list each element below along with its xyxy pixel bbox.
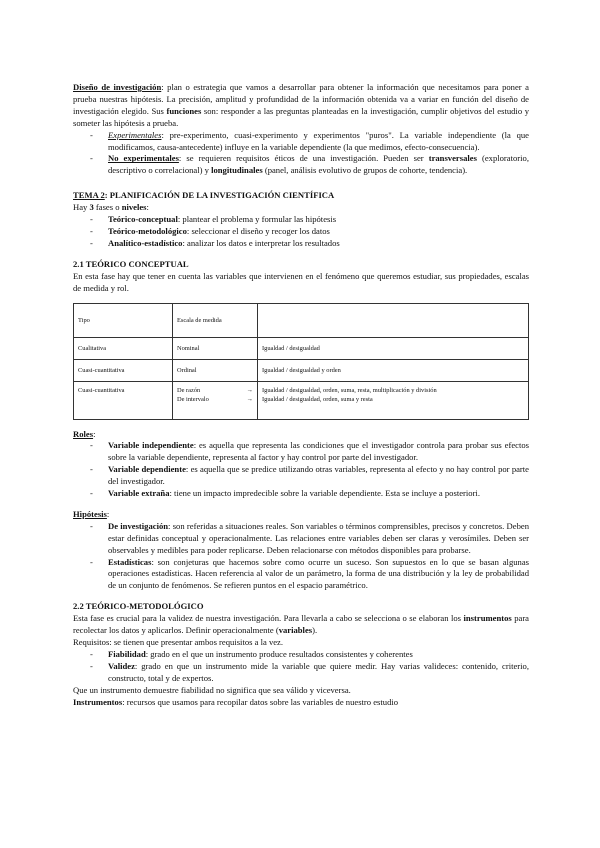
list-item: - Teórico-metodológico: seleccionar el diseño y recoger los datos — [108, 226, 529, 238]
table-header-row — [74, 303, 529, 337]
variables-table — [73, 303, 529, 420]
arrow-icon: → — [246, 386, 253, 394]
roles-list — [73, 440, 529, 500]
list-item: - Validez: grado en que un instrumento mide la variable que quiere medir. Hay varias valideces: contenido, criterio, constructo, total y de expertos. — [108, 661, 529, 685]
list-item: - Experimentales: pre-experimento, cuasi-experimento y experimentos "puros". La variable independiente (la que modificamos, causa-antecedente) influye en la variable dependiente (la que medimos, efecto-consecuencia). — [108, 130, 529, 154]
section-2-1-heading: 2.1 TEÓRICO CONCEPTUAL — [73, 258, 189, 269]
requisitos-text: Requisitos: se tienen que presentar ambos requisitos a la vez. — [73, 637, 284, 647]
intro-term: Diseño de investigación — [73, 82, 162, 92]
table-row: Cuasi-cuantitativa De razón → De intervalo → Igualdad / desigualdad, orden, suma, resta, multiplicación y división Igualdad / desigualdad, orden, suma y resta — [74, 381, 529, 419]
list-item: - Estadísticas: son conjeturas que hacemos sobre como ocurre un suceso. Son supuestos en lo que se basan algunas operaciones estadísticas. Hacen referencia al valor de un parámetro, la forma de una distribución y la ley de probabilidad de un conjunto de fenómenos. Se refieren puntos en el espacio paramétrico. — [108, 557, 529, 593]
table-header-cell: Tipo — [74, 303, 173, 337]
closing-text: Que un instrumento demuestre fiabilidad no significa que sea válido y viceversa. — [73, 684, 351, 695]
list-item: - Teórico-conceptual: plantear el problema y formular las hipótesis — [108, 214, 529, 226]
arrow-icon: → — [246, 395, 253, 403]
tema2-heading: TEMA 2: PLANIFICACIÓN DE LA INVESTIGACIÓN CIENTÍFICA — [73, 190, 335, 201]
list-item: - Analítico-estadístico: analizar los datos e interpretar los resultados — [108, 238, 529, 250]
phases-intro: Hay 3 fases o niveles: — [73, 202, 149, 213]
instrumentos-text: Instrumentos: recursos que usamos para recopilar datos sobre las variables de nuestro estudio — [73, 696, 399, 707]
design-types-list — [73, 130, 529, 178]
hipotesis-list — [73, 521, 529, 592]
section-2-1-text: En esta fase hay que tener en cuenta las variables que intervienen en el fenómeno que queremos estudiar, sus propiedades, escalas de medida y rol. — [73, 270, 529, 293]
intro-paragraph: Diseño de investigación: plan o estrategia que vamos a desarrollar para obtener la información que necesitamos para poner a prueba nuestras hipótesis. La precisión, amplitud y profundidad de la información obtenida va a variar en función del diseño de investigación elegido. Sus funciones son: responder a las preguntas planteadas en la investigación, cumplir objetivos del estudio y someter las hipótesis a prueba. — [73, 82, 529, 128]
table-row: Cuasi-cuantitativa Ordinal Igualdad / desigualdad y orden — [74, 359, 529, 381]
roles-heading: Roles: — [73, 428, 96, 439]
list-item: - Variable extraña: tiene un impacto impredecible sobre la variable dependiente. Esta se incluye a posteriori. — [108, 488, 529, 500]
table-row: Cualitativa Nominal Igualdad / desigualdad — [74, 337, 529, 359]
section-2-2-heading: 2.2 TEÓRICO-METODOLÓGICO — [73, 601, 204, 612]
section-2-2-text: Esta fase es crucial para la validez de nuestra investigación. Para llevarla a cabo se selecciona o se elaboran los instrumentos para recolectar los datos y aplicarlos. Definir operacionalmente (variables). — [73, 613, 529, 636]
list-item: - Variable independiente: es aquella que representa las condiciones que el investigador controla para probar sus efectos sobre la variable dependiente, representa al factor y hay control por parte del investigador. — [108, 440, 529, 464]
requisitos-list — [73, 649, 529, 685]
document-page — [73, 82, 529, 708]
list-item: - Fiabilidad: grado en el que un instrumento produce resultados consistentes y coherentes — [108, 649, 529, 661]
table-header-cell — [258, 303, 529, 337]
table-header-cell: Escala de medida — [173, 303, 258, 337]
list-item: - Variable dependiente: es aquella que se predice utilizando otras variables, representa al efecto y no hay control por parte del investigador. — [108, 464, 529, 488]
hipotesis-heading: Hipótesis: — [73, 508, 110, 519]
phases-list — [73, 214, 529, 250]
list-item: - No experimentales: se requieren requisitos éticos de una investigación. Pueden ser transversales (exploratorio, descriptivo o correlacional) y longitudinales (panel, análisis evolutivo de grupos de cohorte, tendencia). — [108, 153, 529, 177]
list-item: - De investigación: son referidas a situaciones reales. Son variables o términos comprensibles, precisos y concretos. Deben estar definidas conceptual y operacionalmente. Las relaciones entre variables deben ser claras y verosímiles. Deben ser observables y medibles para poder replicarse. Deben relacionarse con métodos disponibles para probarse. — [108, 521, 529, 557]
